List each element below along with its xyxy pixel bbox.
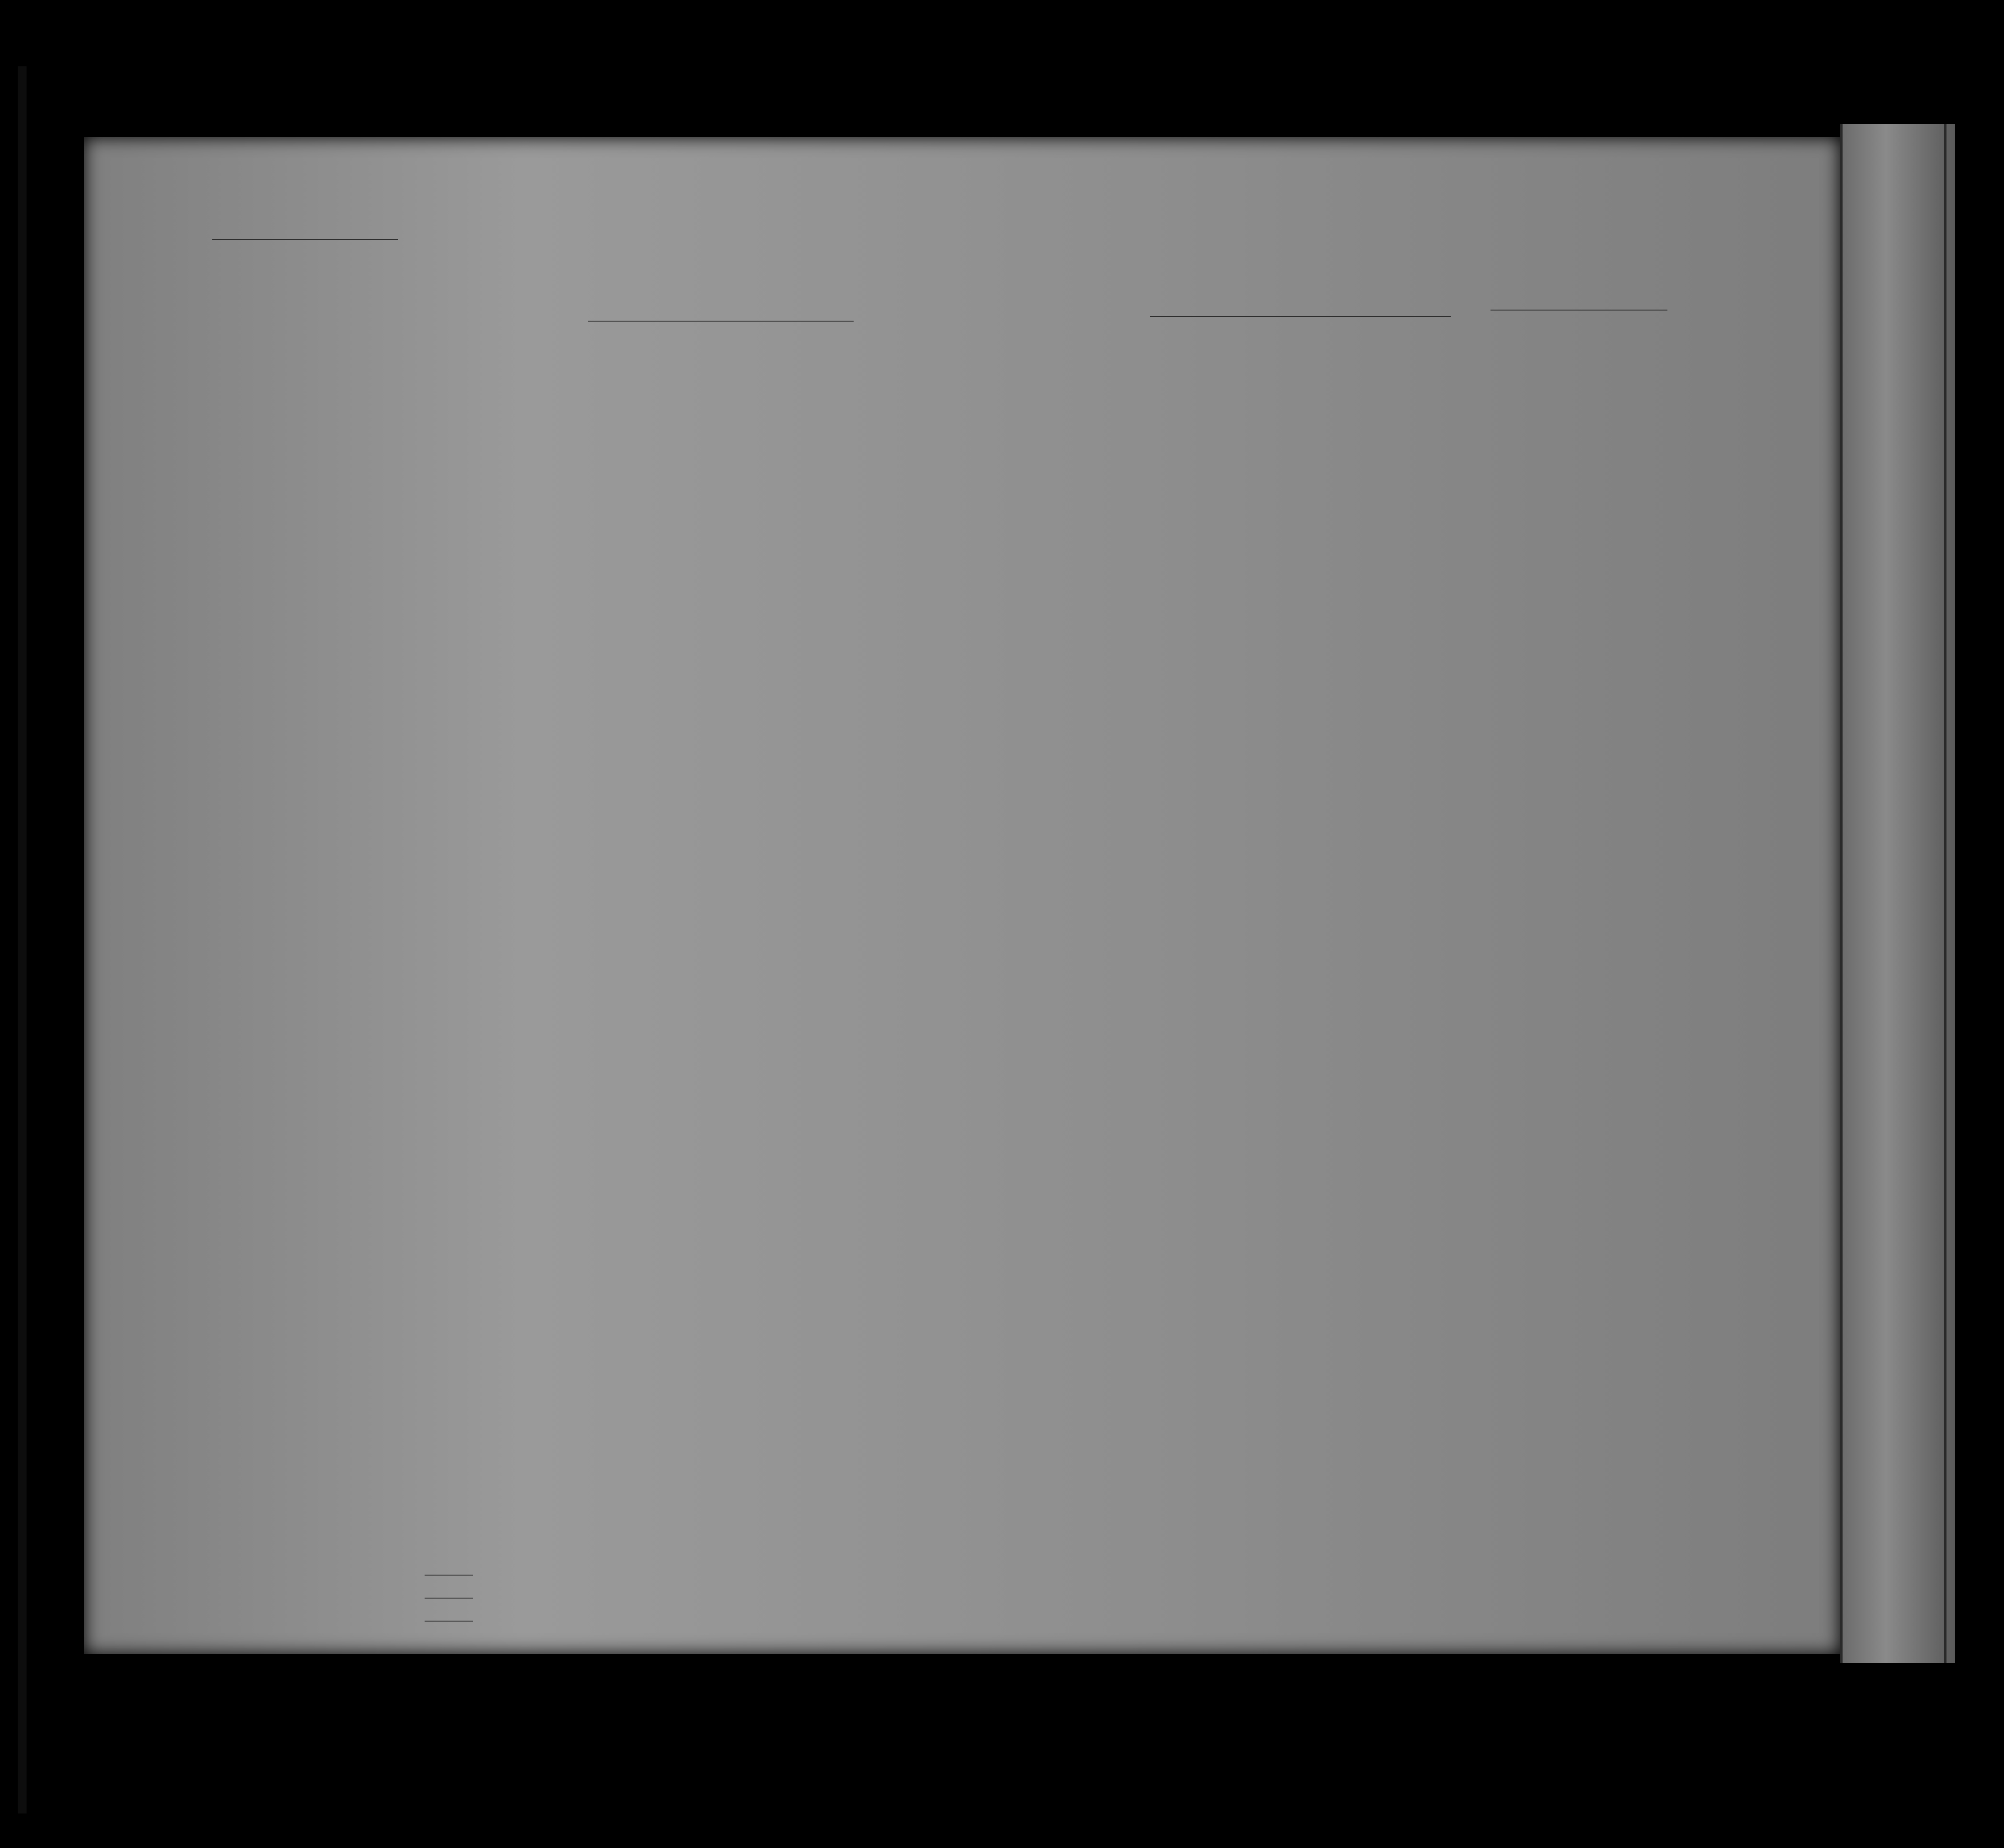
port-underline [1150,316,1451,317]
date-underline [1491,310,1667,311]
manifest-sheet [84,137,1840,1654]
totals-underline-3 [425,1621,473,1622]
list-underline [212,239,398,240]
totals-underline-2 [425,1598,473,1599]
ship-underline [588,321,854,322]
next-sheet-edge [1840,124,1955,1663]
sheet-fold-line-2 [1944,124,1947,1663]
scan-border-left [18,66,27,1813]
totals-underline-1 [425,1575,473,1576]
sheet-fold-line [1840,124,1843,1663]
